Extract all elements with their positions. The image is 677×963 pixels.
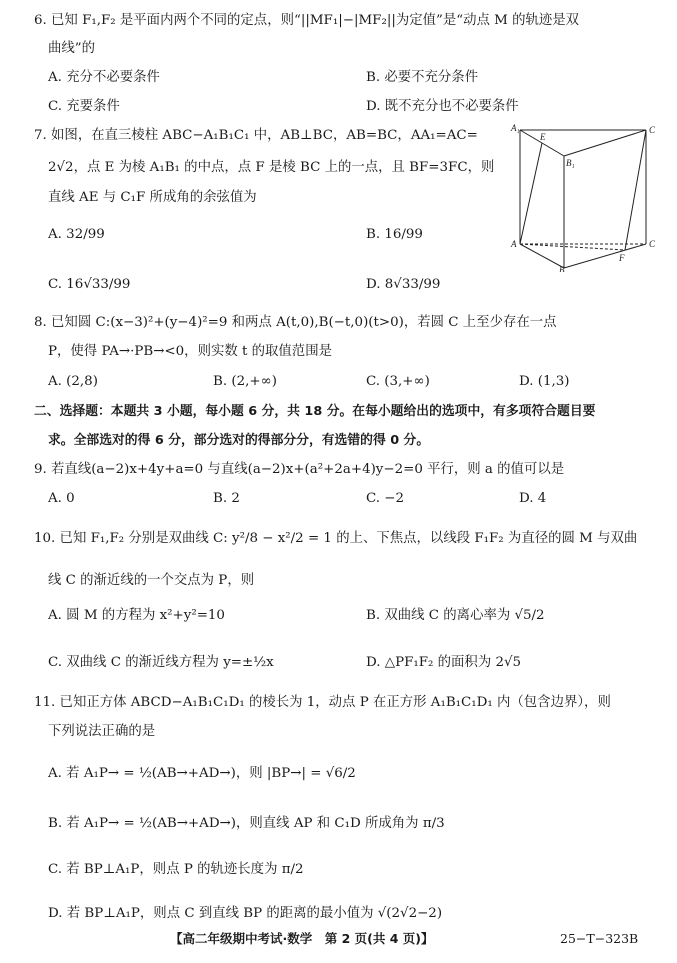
label-c: C <box>649 239 656 249</box>
prism-figure <box>510 122 660 272</box>
q7-option-a: A. 32/99 <box>48 227 105 242</box>
footer-title: 【高二年级期中考试·数学 第 2 页(共 4 页)】 <box>170 931 434 946</box>
label-c1: C <box>649 125 656 135</box>
q7-stem-line3: 直线 AE 与 C₁F 所成角的余弦值为 <box>48 190 257 205</box>
q8-option-d: D. (1,3) <box>519 374 570 389</box>
q10-option-b: B. 双曲线 C 的离心率为 √5/2 <box>366 608 545 623</box>
q10-option-c: C. 双曲线 C 的渐近线方程为 y=±½x <box>48 655 274 670</box>
q6-option-b: B. 必要不充分条件 <box>366 70 479 85</box>
q6-option-c: C. 充要条件 <box>48 99 120 114</box>
label-a1: A₁ <box>511 123 520 133</box>
q10-stem-line1: 10. 已知 F₁,F₂ 分别是双曲线 C: y²/8 − x²/2 = 1 的上、下焦点，以线段 F₁F₂ 为直径的圆 M 与双曲 <box>34 531 638 546</box>
q11-option-c: C. 若 BP⊥A₁P，则点 P 的轨迹长度为 π/2 <box>48 862 304 877</box>
q10-stem-line2: 线 C 的渐近线的一个交点为 P，则 <box>48 573 255 588</box>
q8-stem-line1: 8. 已知圆 C:(x−3)²+(y−4)²=9 和两点 A(t,0),B(−t,0)(t>0)，若圆 C 上至少存在一点 <box>34 315 557 330</box>
edge-a-b <box>520 244 564 268</box>
q7-stem-line2: 2√2，点 E 为棱 A₁B₁ 的中点，点 F 是棱 BC 上的一点，且 BF=3FC，则 <box>48 160 495 175</box>
segment-c1f <box>625 130 646 250</box>
label-f: F <box>619 253 625 263</box>
label-b: B <box>559 265 565 272</box>
q10-option-d: D. △PF₁F₂ 的面积为 2√5 <box>366 655 522 670</box>
q8-stem-line2: P，使得 PA→·PB→<0，则实数 t 的取值范围是 <box>48 344 332 359</box>
q6-option-d: D. 既不充分也不必要条件 <box>366 99 519 114</box>
q6-option-a: A. 充分不必要条件 <box>48 70 160 85</box>
q6-stem-line1: 6. 已知 F₁,F₂ 是平面内两个不同的定点，则“||MF₁|−|MF₂||为定值”是“动点 M 的轨迹是双 <box>34 13 580 28</box>
q11-option-b: B. 若 A₁P→ = ½(AB→+AD→)，则直线 AP 和 C₁D 所成角为 π/3 <box>48 816 445 831</box>
q7-option-b: B. 16/99 <box>366 227 423 242</box>
q11-stem-line1: 11. 已知正方体 ABCD−A₁B₁C₁D₁ 的棱长为 1，动点 P 在正方形 A₁B₁C₁D₁ 内（包含边界），则 <box>34 695 611 710</box>
q9-option-b: B. 2 <box>213 491 240 506</box>
q9-option-d: D. 4 <box>519 491 547 506</box>
edge-b1-c1 <box>564 130 646 156</box>
q11-option-a: A. 若 A₁P→ = ½(AB→+AD→)，则 |BP→| = √6/2 <box>48 766 356 781</box>
segment-ae <box>520 143 542 244</box>
q7-stem-line1: 7. 如图，在直三棱柱 ABC−A₁B₁C₁ 中，AB⊥BC，AB=BC，AA₁=AC= <box>34 128 478 143</box>
q9-option-c: C. −2 <box>366 491 405 506</box>
section-2-heading-line2: 求。全部选对的得 6 分，部分选对的得部分分，有选错的得 0 分。 <box>48 433 430 448</box>
label-a: A <box>511 239 517 249</box>
label-e: E <box>540 132 546 142</box>
q9-option-a: A. 0 <box>48 491 75 506</box>
q8-option-b: B. (2,+∞) <box>213 374 277 389</box>
section-2-heading-line1: 二、选择题：本题共 3 小题，每小题 6 分，共 18 分。在每小题给出的选项中，有多项符合题目要 <box>34 404 596 419</box>
footer-code: 25−T−323B <box>560 931 639 946</box>
page-footer <box>0 930 677 952</box>
q7-option-d: D. 8√33/99 <box>366 277 441 292</box>
q8-option-c: C. (3,+∞) <box>366 374 430 389</box>
q11-stem-line2: 下列说法正确的是 <box>48 724 156 739</box>
q7-option-c: C. 16√33/99 <box>48 277 131 292</box>
q10-option-a: A. 圆 M 的方程为 x²+y²=10 <box>48 608 225 623</box>
label-b1: B₁ <box>566 158 575 168</box>
q9-stem: 9. 若直线(a−2)x+4y+a=0 与直线(a−2)x+(a²+2a+4)y−2=0 平行，则 a 的值可以是 <box>34 462 565 477</box>
segment-af-hidden <box>520 244 625 250</box>
q6-stem-line2: 曲线”的 <box>48 41 96 56</box>
q11-option-d: D. 若 BP⊥A₁P，则点 C 到直线 BP 的距离的最小值为 √(2√2−2) <box>48 906 443 921</box>
q8-option-a: A. (2,8) <box>48 374 98 389</box>
